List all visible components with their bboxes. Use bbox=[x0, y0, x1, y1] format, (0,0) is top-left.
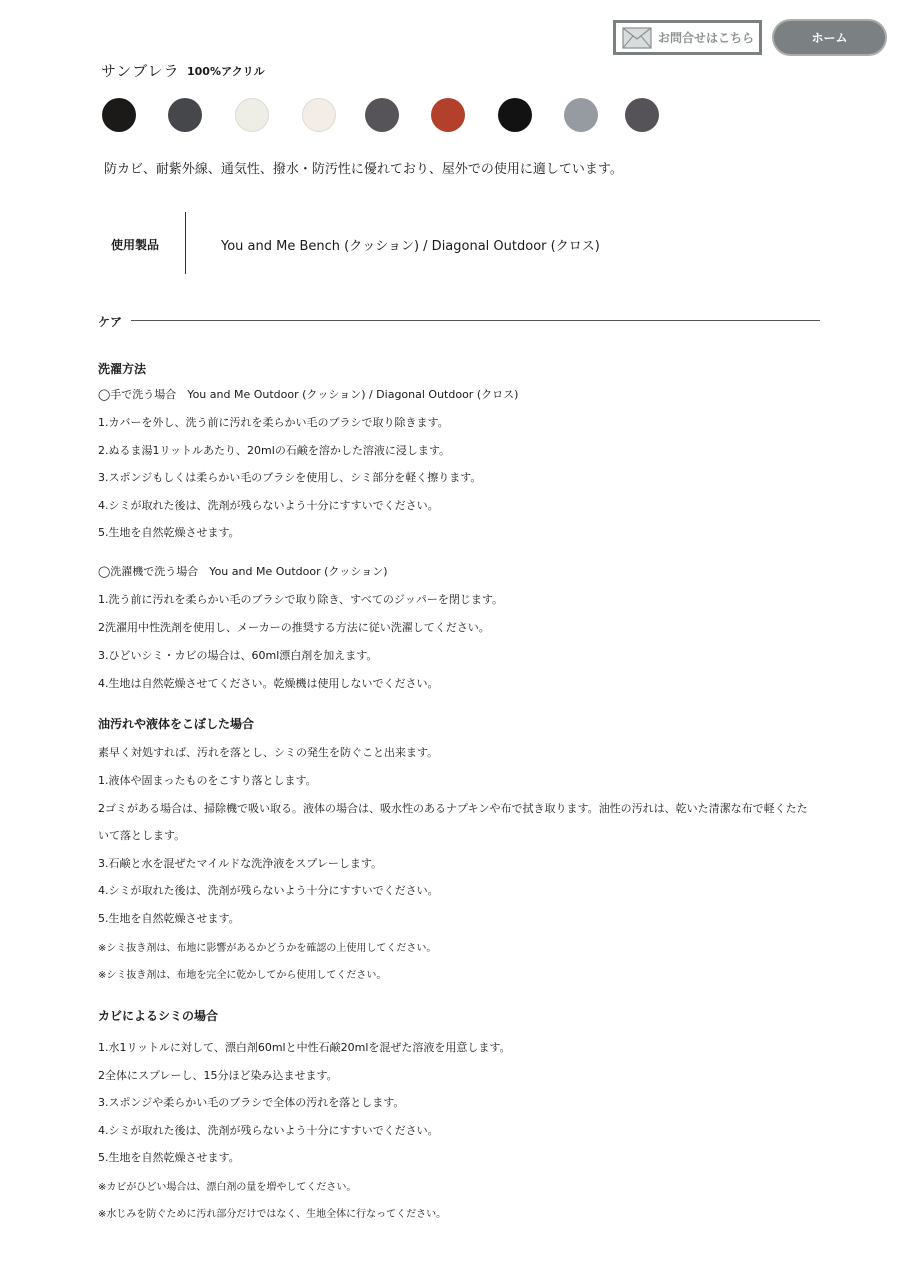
list-item: 1.洗う前に汚れを柔らかい毛のブラシで取り除き、すべてのジッパーを閉じます。 bbox=[98, 593, 503, 606]
list-item: 2.ぬるま湯1リットルあたり、20mlの石鹸を溶かした溶液に浸します。 bbox=[98, 444, 450, 457]
spill-title: 油汚れや液体をこぼした場合 bbox=[98, 717, 255, 731]
list-item: 3.石鹸と水を混ぜたマイルドな洗浄液をスプレーします。 bbox=[98, 857, 382, 870]
color-swatch[interactable] bbox=[302, 98, 336, 132]
machine-wash-heading: ◯洗濯機で洗う場合 You and Me Outdoor (クッション) bbox=[98, 565, 388, 578]
list-item: 2ゴミがある場合は、掃除機で吸い取る。液体の場合は、吸水性のあるナプキンや布で拭き取ります。油性の汚れは、乾いた清潔な布で軽くたた bbox=[98, 802, 808, 815]
color-swatch[interactable] bbox=[498, 98, 532, 132]
mail-icon bbox=[622, 27, 652, 49]
color-swatch[interactable] bbox=[168, 98, 202, 132]
list-item: 5.生地を自然乾燥させます。 bbox=[98, 912, 240, 925]
care-title: ケア bbox=[98, 315, 123, 329]
mold-title: カビによるシミの場合 bbox=[98, 1009, 219, 1023]
hand-wash-heading: ◯手で洗う場合 You and Me Outdoor (クッション) / Diagonal Outdoor (クロス) bbox=[98, 388, 519, 401]
products-value: You and Me Bench (クッション) / Diagonal Outdoor (クロス) bbox=[221, 239, 600, 254]
note: ※カビがひどい場合は、漂白剤の量を増やしてください。 bbox=[98, 1182, 357, 1193]
note: ※シミ抜き剤は、布地を完全に乾かしてから使用してください。 bbox=[98, 970, 387, 981]
note: ※シミ抜き剤は、布地に影響があるかどうかを確認の上使用してください。 bbox=[98, 943, 437, 954]
list-item: 3.スポンジや柔らかい毛のブラシで全体の汚れを落とします。 bbox=[98, 1096, 405, 1109]
list-item: 4.シミが取れた後は、洗剤が残らないよう十分にすすいでください。 bbox=[98, 1124, 439, 1137]
washing-title: 洗濯方法 bbox=[98, 362, 147, 376]
color-swatch[interactable] bbox=[102, 98, 136, 132]
fabric-name: サンブレラ bbox=[101, 62, 180, 80]
list-item: 3.スポンジもしくは柔らかい毛のブラシを使用し、シミ部分を軽く擦ります。 bbox=[98, 471, 482, 484]
contact-label: お問合せはこちら bbox=[658, 31, 755, 45]
color-swatch[interactable] bbox=[431, 98, 465, 132]
list-item: 2全体にスプレーし、15分ほど染み込ませます。 bbox=[98, 1069, 338, 1082]
list-item: 5.生地を自然乾燥させます。 bbox=[98, 526, 240, 539]
list-item: いて落とします。 bbox=[98, 829, 186, 842]
list-item: 1.カバーを外し、洗う前に汚れを柔らかい毛のブラシで取り除きます。 bbox=[98, 416, 449, 429]
list-item: 1.水1リットルに対して、漂白剤60mlと中性石鹸20mlを混ぜた溶液を用意します。 bbox=[98, 1041, 511, 1054]
products-divider bbox=[185, 212, 186, 274]
list-item: 1.液体や固まったものをこすり落とします。 bbox=[98, 774, 317, 787]
list-item: 4.シミが取れた後は、洗剤が残らないよう十分にすすいでください。 bbox=[98, 499, 439, 512]
care-divider bbox=[131, 320, 820, 321]
list-item: 4.生地は自然乾燥させてください。乾燥機は使用しないでください。 bbox=[98, 677, 439, 690]
list-item: 4.シミが取れた後は、洗剤が残らないよう十分にすすいでください。 bbox=[98, 884, 439, 897]
home-button[interactable]: ホーム bbox=[772, 19, 887, 56]
note: ※水じみを防ぐために汚れ部分だけではなく、生地全体に行なってください。 bbox=[98, 1209, 447, 1220]
color-swatch[interactable] bbox=[625, 98, 659, 132]
list-item: 5.生地を自然乾燥させます。 bbox=[98, 1151, 240, 1164]
color-swatch[interactable] bbox=[365, 98, 399, 132]
spill-intro: 素早く対処すれば、汚れを落とし、シミの発生を防ぐこと出来ます。 bbox=[98, 746, 439, 759]
list-item: 3.ひどいシミ・カビの場合は、60ml漂白剤を加えます。 bbox=[98, 649, 378, 662]
fabric-description: 防カビ、耐紫外線、通気性、撥水・防汚性に優れており、屋外での使用に適しています。 bbox=[104, 162, 623, 177]
color-swatch[interactable] bbox=[564, 98, 598, 132]
fabric-composition: 100%アクリル bbox=[187, 65, 265, 78]
contact-button[interactable] bbox=[613, 20, 762, 55]
list-item: 2洗濯用中性洗剤を使用し、メーカーの推奨する方法に従い洗濯してください。 bbox=[98, 621, 490, 634]
products-label: 使用製品 bbox=[111, 238, 160, 252]
color-swatch[interactable] bbox=[235, 98, 269, 132]
